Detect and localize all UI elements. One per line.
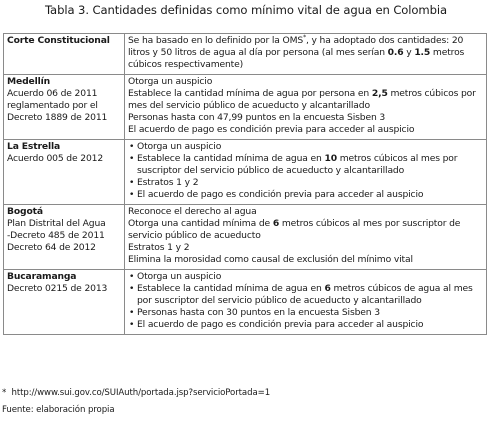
list-item: • Otorga un auspicio — [128, 141, 483, 153]
quantity-value: 0.6 — [387, 47, 404, 59]
list-item: • El acuerdo de pago es condición previa para acceder al auspicio — [128, 319, 483, 331]
description-cell — [125, 139, 487, 204]
description-line: Personas hasta con 47,99 puntos en la encuesta Sisben 3 — [128, 112, 386, 124]
source-note: Fuente: elaboración propia — [2, 405, 115, 415]
list-item: • Establece la cantidad mínima de agua en 6 metros cúbicos de agua al mes por suscriptor del servicio público de acueducto y alcantarillado — [128, 283, 483, 307]
description-cell — [125, 74, 487, 139]
entity-name: La Estrella — [7, 140, 60, 152]
entity-cell — [4, 34, 125, 75]
description-text: Se ha basado en lo definido por la OMS — [128, 35, 304, 46]
quantity-value: 1.5 — [414, 47, 431, 59]
description-line: Establece la cantidad mínima de agua por persona en 2,5 metros cúbicos por mes del servicio público de acueducto y alcantarillado — [128, 87, 476, 112]
entity-subtitle: reglamentado por el — [7, 100, 98, 112]
description-cell — [125, 269, 487, 334]
description-cell — [125, 204, 487, 269]
table-row — [4, 74, 487, 139]
quantity-value: 2,5 — [371, 87, 388, 99]
entity-cell — [4, 204, 125, 269]
description-line: Estratos 1 y 2 — [128, 242, 190, 254]
entity-subtitle: Acuerdo 06 de 2011 — [7, 87, 98, 99]
entity-name: Corte Constitucional — [7, 35, 110, 46]
list-item: • El acuerdo de pago es condición previa para acceder al auspicio — [128, 189, 483, 201]
description-text: metros cúbicos respectivamente) — [128, 47, 465, 71]
description-line: Otorga una cantidad mínima de 6 metros cúbicos al mes por suscriptor de servicio público de acueducto — [128, 217, 461, 242]
description-text: y — [403, 47, 415, 59]
footnote — [2, 388, 270, 398]
list-item: • Personas hasta con 30 puntos en la encuesta Sisben 3 — [128, 307, 483, 319]
entity-subtitle: Decreto 1889 de 2011 — [7, 112, 108, 124]
footnote-marker: * — [2, 388, 7, 398]
quantity-value: 6 — [272, 217, 280, 229]
footnote-marker: * — [303, 33, 306, 41]
description-line: Otorga un auspicio — [128, 75, 213, 87]
table-caption: Tabla 3. Cantidades definidas como mínimo vital de agua en Colombia — [45, 3, 447, 17]
entity-name: Bucaramanga — [7, 270, 77, 282]
water-minimum-table — [3, 33, 487, 335]
list-item: • Estratos 1 y 2 — [128, 177, 483, 189]
list-item: • Establece la cantidad mínima de agua en 10 metros cúbicos al mes por suscriptor del servicio público de acueducto y alcantarillado — [128, 153, 483, 177]
bullet-list — [128, 141, 483, 202]
entity-subtitle: Decreto 0215 de 2013 — [7, 282, 108, 294]
list-item: • Otorga un auspicio — [128, 271, 483, 283]
entity-subtitle: Decreto 64 de 2012 — [7, 242, 96, 254]
entity-subtitle: Plan Distrital del Agua — [7, 217, 106, 229]
table-row — [4, 139, 487, 204]
description-line: Elimina la morosidad como causal de exclusión del mínimo vital — [128, 254, 413, 266]
description-line: Reconoce el derecho al agua — [128, 205, 257, 217]
description-text: , y ha adoptado dos cantidades: 20 litros y 50 litros de agua al día por persona (al mes serían — [128, 35, 464, 59]
table-row — [4, 204, 487, 269]
entity-name: Medellín — [7, 75, 50, 87]
table-row — [4, 34, 487, 75]
quantity-value: 6 — [324, 282, 331, 294]
table-row — [4, 269, 487, 334]
entity-cell — [4, 139, 125, 204]
bullet-list — [128, 271, 483, 332]
description-cell — [125, 34, 487, 75]
entity-cell — [4, 74, 125, 139]
entity-subtitle: Acuerdo 005 de 2012 — [7, 152, 104, 164]
footnote-url[interactable]: http://www.sui.gov.co/SUIAuth/portada.jsp?servicioPortada=1 — [11, 388, 271, 398]
description-line: El acuerdo de pago es condición previa para acceder al auspicio — [128, 124, 415, 136]
entity-name: Bogotá — [7, 205, 43, 217]
quantity-value: 10 — [324, 152, 337, 164]
entity-cell — [4, 269, 125, 334]
entity-subtitle: -Decreto 485 de 2011 — [7, 230, 105, 242]
